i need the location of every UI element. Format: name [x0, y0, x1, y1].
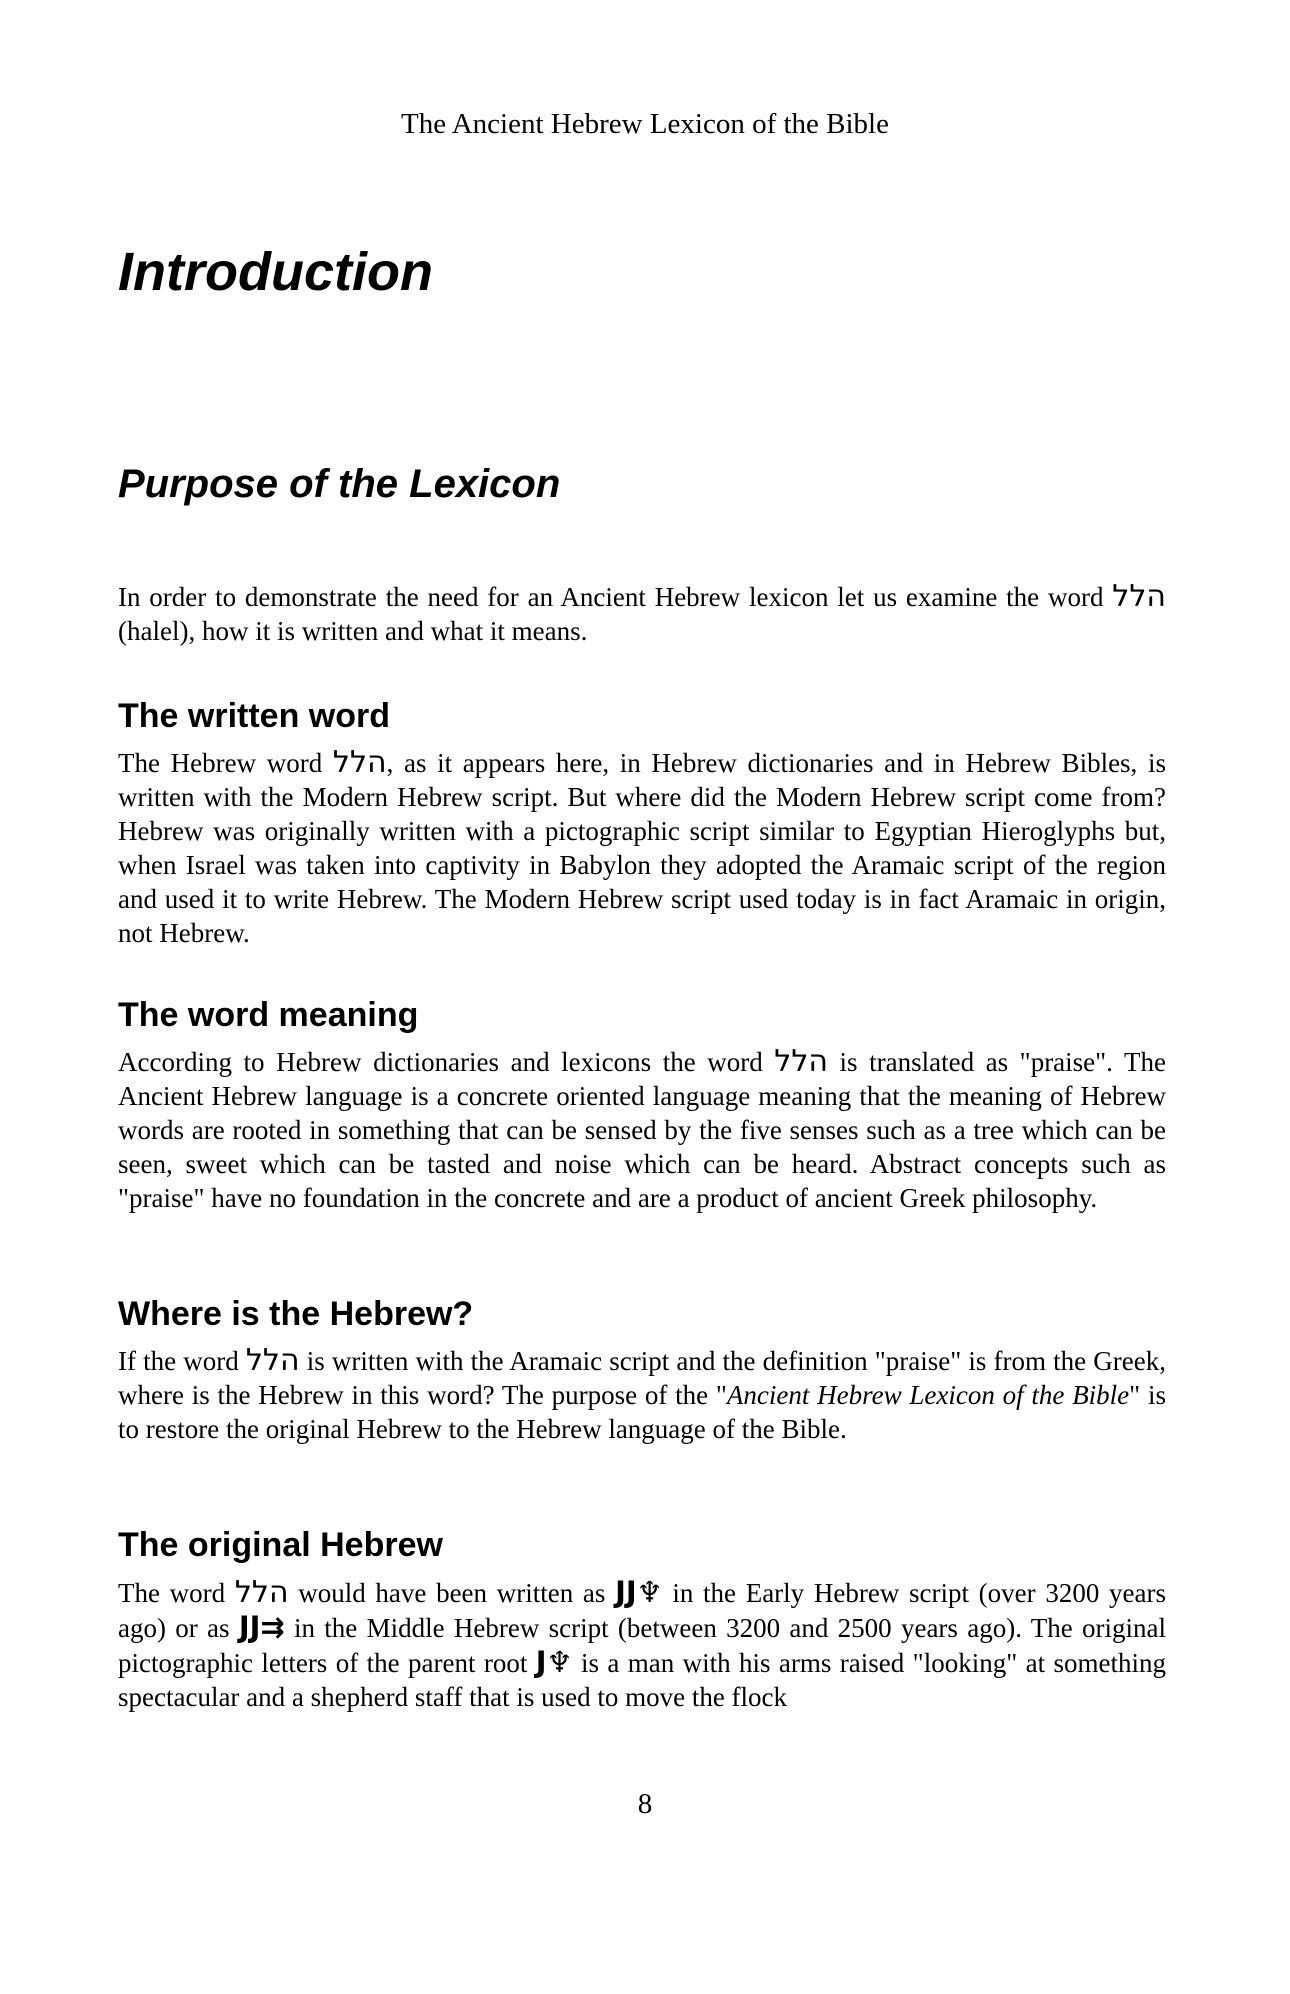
chapter-title: Introduction	[118, 242, 433, 302]
hebrew-word: הלל	[234, 1575, 289, 1610]
subsection-written-word	[118, 694, 1166, 950]
subsection-title-meaning: The word meaning	[118, 996, 419, 1034]
hebrew-word: הלל	[1112, 579, 1166, 614]
hebrew-word: הלל	[332, 745, 387, 780]
book-title-italic: Ancient Hebrew Lexicon of the Bible	[726, 1380, 1130, 1410]
early-hebrew-script-word: JJ♆	[615, 1575, 663, 1609]
intro-block	[118, 580, 1166, 648]
original-text-5: is a man with his arms raised "looking" at something spectacular and a shepherd staff that is used to move the flock	[118, 1648, 1166, 1712]
where-text-1: If the word	[118, 1346, 246, 1376]
meaning-text-2: is translated as "praise". The Ancient Hebrew language is a concrete oriented language meaning that the meaning of Hebrew words are rooted in something that can be sensed by the five senses such as a tree which can be seen, sweet which can be tasted and noise which can be heard. Abstract concepts such as "praise" have no foundation in the concrete and are a product of ancient Greek philosophy.	[118, 1047, 1166, 1213]
intro-text-1: In order to demonstrate the need for an Ancient Hebrew lexicon let us examine the word	[118, 582, 1113, 612]
original-paragraph	[118, 1575, 1166, 1714]
written-text-1: The Hebrew word	[118, 748, 333, 778]
where-text-2: is written with the Aramaic script and the definition "praise" is from the Greek, where is the Hebrew in this word? The purpose of the "	[118, 1346, 1166, 1410]
written-text-2: , as it appears here, in Hebrew dictionaries and in Hebrew Bibles, is written with the Modern Hebrew script. But where did the Modern Hebrew script come from? Hebrew was originally written with a pictographic script similar to Egyptian Hieroglyphs but, when Israel was taken into captivity in Babylon they adopted the Aramaic script of the region and used it to write Hebrew. The Modern Hebrew script used today is in fact Aramaic in origin, not Hebrew.	[118, 748, 1166, 948]
subsection-title-written: The written word	[118, 697, 390, 735]
intro-paragraph	[118, 580, 1166, 648]
meaning-paragraph	[118, 1045, 1166, 1215]
subsection-title-where: Where is the Hebrew?	[118, 1295, 474, 1333]
section-title: Purpose of the Lexicon	[118, 462, 561, 506]
parent-root-pictograph: J♆	[535, 1645, 573, 1679]
page-number: 8	[637, 1788, 653, 1820]
subsection-original-hebrew	[118, 1523, 1166, 1714]
subsection-title-original: The original Hebrew	[118, 1526, 443, 1564]
subsection-word-meaning	[118, 993, 1166, 1215]
meaning-text-1: According to Hebrew dictionaries and lexicons the word	[118, 1047, 775, 1077]
original-text-4: in the Middle Hebrew script (between 3200 and 2500 years ago). The original pictographic letters of the parent root	[118, 1613, 1166, 1678]
subsection-where-hebrew	[118, 1292, 1166, 1446]
running-header: The Ancient Hebrew Lexicon of the Bible	[400, 108, 889, 140]
hebrew-word: הלל	[245, 1343, 300, 1378]
middle-hebrew-script-word: JJ⇉	[238, 1610, 285, 1644]
written-paragraph	[118, 746, 1166, 950]
original-text-1: The word	[118, 1578, 235, 1608]
where-text-3: " is to restore the original Hebrew to the Hebrew language of the Bible.	[118, 1380, 1166, 1444]
original-text-3: in the Early Hebrew script (over 3200 years ago) or as	[118, 1578, 1166, 1643]
page-content	[118, 232, 1166, 1712]
original-text-2: would have been written as	[288, 1578, 616, 1608]
where-paragraph	[118, 1344, 1166, 1446]
intro-text-2: (halel), how it is written and what it means.	[118, 616, 588, 646]
hebrew-word: הלל	[774, 1044, 828, 1079]
